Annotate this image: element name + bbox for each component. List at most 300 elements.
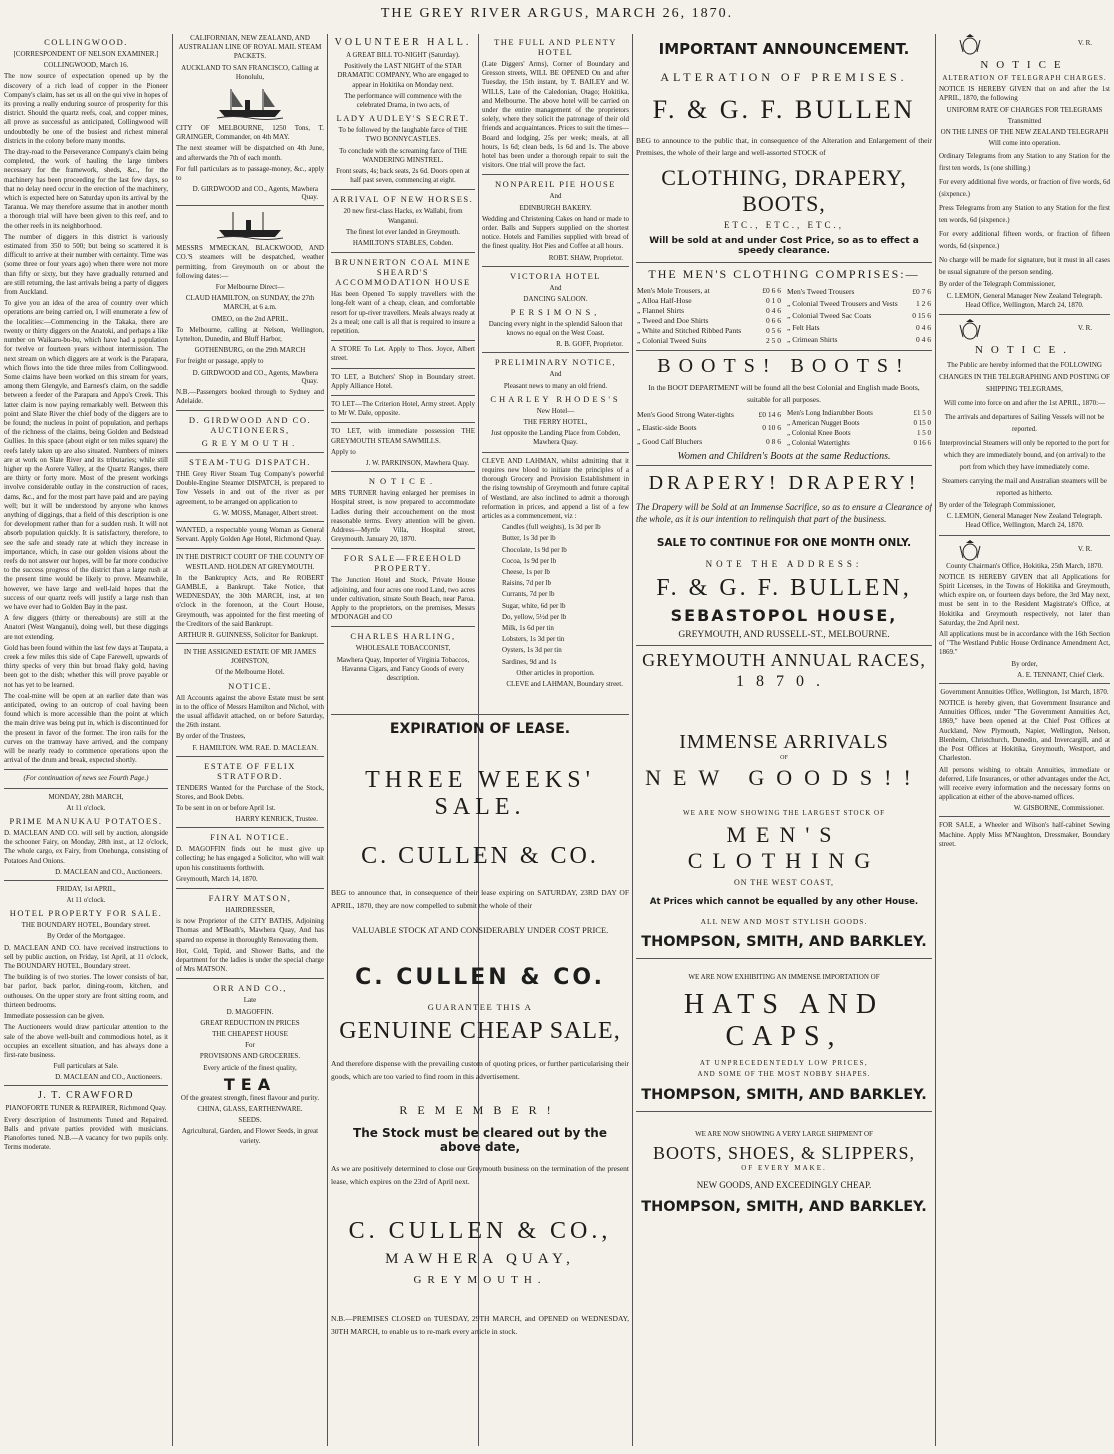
price-row — [786, 438, 932, 448]
bullen-cost: Will be sold at and under Cost Price, so as to effect a speedy clearance. — [649, 236, 919, 257]
ad-title: ORR AND CO., — [213, 983, 287, 994]
price-row — [636, 422, 782, 435]
lease-firm: C. CULLEN & CO. — [361, 843, 599, 869]
notice-body: All applications must be in accordance with the 16th Section of "The Westland Public House Ordinance Amendment Act, 1869." — [939, 630, 1110, 657]
price-item: Oysters, 1s 3d per tin — [502, 646, 562, 655]
column-1 — [4, 34, 168, 1450]
notice-order: By order of the Telegraph Commissioner, — [939, 501, 1056, 510]
bullen-headline: IMPORTANT ANNOUNCEMENT. — [658, 40, 910, 58]
ad-body: D. MACLEAN AND CO. have received instructions to sell by public auction, on Friday, 1st April, at 11 o'clock, The BOUNDARY HOTEL, Boundary street. — [4, 943, 168, 971]
ad-body: CLEVE AND LAHMAN, whilst admitting that it requires new blood to initiate the principles of a thorough Grocery and Provision Establishment in the rising township of Greymouth and future capital of Westland, are also inclined to admit a thorough reformation in prices, and append a list of a few articles as a commencement, viz : — [482, 456, 629, 520]
all-new: ALL NEW AND MOST STYLISH GOODS. — [700, 917, 868, 927]
tsb-banner: THOMPSON, SMITH, AND BARKLEY. — [641, 934, 927, 951]
ad-subtitle: GREYMOUTH. — [201, 438, 299, 449]
article-dateline: COLLINGWOOD, March 16. — [43, 61, 129, 70]
price-label: „ Colonial Knee Boots — [787, 429, 851, 438]
price-label: „ American Nugget Boots — [787, 419, 860, 428]
column-rule — [327, 34, 328, 1446]
new-goods: NEW GOODS!! — [645, 764, 923, 790]
price-row — [636, 435, 782, 448]
ad-title: VOLUNTEER HALL. — [334, 37, 472, 48]
ad-signature: D. MACLEAN and CO., Auctioneers. — [55, 1073, 162, 1082]
ad-body: is now Proprietor of the CITY BATHS, Adjoining Thomas and M'Beath's, Mawhera Quay, And has spared no expense in thoroughly Renovating them. — [176, 917, 324, 944]
note-address: NOTE THE ADDRESS: — [705, 559, 863, 570]
ad-line: For — [245, 1041, 255, 1050]
ad-body: Immediate possession can be given. — [4, 1012, 105, 1021]
price-row — [786, 298, 932, 310]
notice-line: UNIFORM RATE OF CHARGES FOR TELEGRAMS — [946, 105, 1103, 114]
sebastopol-house: SEBASTOPOL HOUSE, — [670, 606, 898, 626]
notice-body: NOTICE IS HEREBY GIVEN that all Applications for Spirit Licenses, in the Towns of Hokitika and Greymouth, which expire on, or fourteen days before, the 3rd May next, must be sent in to the Resident Magistrate's Office, at Hokitika and Greymouth respectively, not later than Saturday, the 2nd April next. — [939, 572, 1110, 627]
price-label: „ Colonial Tweed Suits — [637, 336, 707, 346]
ad-subtitle: THE BOUNDARY HOTEL, Boundary street. — [21, 921, 151, 930]
mens-clothing: MEN'S CLOTHING — [687, 822, 881, 874]
notice-signature: A. E. TENNANT, Chief Clerk. — [1017, 670, 1104, 679]
notice-heading: County Chairman's Office, Hokitika, 25th March, 1870. — [946, 561, 1103, 570]
notice-signature: W. GISBORNE, Commissioner. — [1013, 804, 1104, 813]
races-year: 1870. — [736, 672, 832, 690]
article-paragraph: The number of diggers in this district is variously estimated from 350 to 500; but being so scattered it is difficult to arrive at their number with certainty. Time was (some three or four years ago) when there were not more than fifty or sixty, but they have gradually returned and are still returning, the last arrivals being a party of diggers from Auckland. — [4, 232, 168, 297]
price-value: 0 4 6 — [766, 306, 781, 316]
ad-line: Late — [243, 996, 257, 1005]
ad-play: LADY AUDLEY'S SECRET. — [336, 113, 470, 124]
ad-body: All Accounts against the above Estate must be sent in to the office of Messrs Hamilton and Nichol, with the usual affidavit attached, on or before Saturday, the 26th instant. — [176, 693, 324, 730]
ad-body: MRS TURNER having enlarged her premises in Hospital street, is now prepared to accommodate Ladies during their accouchement on the most reasonable terms. Every attention will be given. Address—Myrtle Villa, Hospital street, Greymouth. January 20, 1870. — [331, 489, 475, 544]
price-row — [786, 310, 932, 322]
ad-order: By order of the Trustees, — [176, 732, 246, 741]
price-row — [786, 334, 932, 346]
ad-body: Has been Opened To supply travellers with the long-felt want of a cheap, clean, and comfortable resort for up-river travellers. Meals always ready at 2s a meal; one call is all that is required to insure a repetition. — [331, 290, 475, 336]
ad-route: AUCKLAND TO SAN FRANCISCO, Calling at Honolulu, — [181, 63, 319, 81]
ad-body: 20 new first-class Hacks, ex Wallabi, from Wanganui. — [343, 207, 463, 225]
price-item: Raisins, 7d per lb — [502, 579, 551, 588]
boots-body: In the BOOT DEPARTMENT will be found all the best Colonial and English made Boots, suitable for all purposes. — [648, 383, 920, 405]
ad-body: TO LET, a Butchers' Shop in Boundary street. Apply Alliance Hotel. — [331, 372, 475, 390]
vr-label: V. R. — [1077, 39, 1092, 48]
price-item: Currants, 7d per lb — [502, 590, 555, 599]
column-rule — [632, 34, 633, 1446]
price-value: 0 4 6 — [916, 323, 931, 333]
of-label: OF — [780, 754, 788, 761]
ad-title: STEAM-TUG DISPATCH. — [189, 457, 311, 468]
prices-line: At Prices which cannot be equalled by any other House. — [649, 897, 919, 908]
ad-line: PROVISIONS AND GROCERIES. — [199, 1052, 301, 1061]
ad-body: Full particulars at Sale. — [53, 1062, 119, 1071]
lease-genuine: GENUINE CHEAP SALE, — [339, 1018, 621, 1045]
ad-signature: R. B. GOFF, Proprietor. — [556, 340, 623, 349]
boots-price-list — [636, 408, 932, 448]
boots-heading: BOOTS! BOOTS! — [657, 355, 911, 378]
ad-signature: HAMILTON'S STABLES, Cobden. — [352, 239, 454, 248]
price-item: Cocoa, 1s 9d per lb — [502, 556, 557, 565]
exhibiting-line: WE ARE NOW EXHIBITING AN IMMENSE IMPORTATION OF — [688, 973, 880, 982]
bullen-clothing: CLOTHING, DRAPERY, BOOTS, — [661, 165, 907, 216]
price-table-right — [786, 286, 932, 346]
article-paragraph: The coal-mine will be open at an earlier date than was anticipated, owing to an outcrop of coal having been found which is more accessible than the point at which the main drive was being put in, which is discontinued for the present in favor of the former. The iron rails for the curves on the tramway have arrived, and the company will be nearly ready to commence operations upon the arrival of the drum and break, expected shortly. — [4, 691, 168, 765]
notice-body: Steamers carrying the mail and Australian steamers will be reported as hitherto. — [942, 477, 1107, 498]
notice-body: For every additional fifteen words, or fraction of fifteen words, 6d (sixpence.) — [939, 230, 1110, 251]
article-byline: [CORRESPONDENT OF NELSON EXAMINER.] — [13, 50, 159, 58]
price-label: „ Felt Hats — [787, 323, 820, 333]
article-paragraph: Gold has been found within the last few days at Taupata, a creek a few miles this side of Cape Farewell, upwards of thirty specks of very thin but broad flaky gold, having been got to the dish; whether this will prove payable or not has yet to be learned. — [4, 643, 168, 689]
ad-body: Pleasant news to many an old friend. — [503, 381, 608, 390]
ad-line: Agricultural, Garden, and Flower Seeds, in great variety. — [181, 1127, 319, 1145]
column-4 — [482, 34, 629, 712]
lease-town: GREYMOUTH. — [413, 1274, 547, 1287]
ad-line: Other articles in proportion. — [516, 668, 595, 677]
price-label: „ Alloa Half-Hose — [637, 296, 692, 306]
lease-body: BEG to announce that, in consequence of their lease expiring on SATURDAY, 23RD DAY OF APRIL, 1870, they are now compelled to submit the whole of their — [331, 888, 629, 910]
ad-line: OMEO, on the 2nd APRIL. — [211, 314, 289, 323]
ad-title: D. GIRDWOOD AND CO. AUCTIONEERS, — [188, 415, 312, 436]
price-value: £0 7 6 — [912, 287, 931, 297]
ad-time: At 11 o'clock. — [66, 803, 106, 812]
ad-date: Greymouth, March 14, 1870. — [176, 874, 258, 883]
ad-subtitle: Of the Melbourne Hotel. — [215, 668, 285, 677]
price-row — [636, 296, 782, 306]
ad-line: New Hotel— — [536, 406, 575, 415]
price-value: 0 16 6 — [913, 439, 931, 448]
ad-signature: ARTHUR R. GUINNESS, Solicitor for Bankrupt. — [178, 630, 318, 639]
notice-line: Will come into operation. — [988, 139, 1061, 148]
ad-signature: ROBT. SHAW, Proprietor. — [548, 253, 623, 262]
notice-body: Interprovincial Steamers will only be reported to the port for which they are immediately bound, and (on arrival) to the port from which they have immediately come. — [939, 439, 1110, 472]
lease-valuable: VALUABLE STOCK AT AND CONSIDERABLY UNDER COST PRICE. — [351, 925, 609, 935]
notice-body: No charge will be made for signature, but it must in all cases be usual signature of the person sending. — [939, 256, 1110, 277]
article-paragraph: The dray-road to the Perseverance Company's claim being completed, the work of hauling the large timbers necessary for the framework, sheds, &c., for the machinery has been proceeding for the last few days, so that no delay need occur in the erection of the machinery, which is expected here on Saturday upon its arrival by the Taranua. We may therefore assume that in another month a thorough trial will have been given to this reef, and to the other reefs in its neighborhood. — [4, 148, 168, 230]
ad-line: And — [549, 370, 562, 379]
lease-firm2: C. CULLEN & CO. — [355, 965, 605, 991]
lease-headline: THREE WEEKS' SALE. — [365, 767, 595, 820]
vr-crest-row — [939, 34, 1110, 56]
ad-line: And — [549, 192, 562, 201]
price-item: Candles (full weights), 1s 3d per lb — [502, 523, 601, 532]
royal-crest-icon — [957, 34, 983, 56]
women-boots: Women and Children's Boots at the same Reductions. — [677, 451, 891, 463]
nobby-shapes: AND SOME OF THE MOST NOBBY SHAPES. — [697, 1069, 871, 1078]
lease-body2: And therefore dispense with the prevailing custom of quoting prices, or further particularising their goods, which are too varied to find room in this advertisement. — [331, 1059, 629, 1082]
article-paragraph: A few diggers (thirty or thereabouts) are still at the Anatori (West Wanganui), doing well, but these diggings are not extending. — [4, 614, 168, 641]
ad-line: GREAT REDUCTION IN PRICES — [200, 1018, 300, 1027]
bullen-firm2: F. & G. F. BULLEN, — [656, 575, 912, 602]
notice-subtitle: ALTERATION OF TELEGRAPH CHARGES. — [942, 74, 1107, 82]
ad-body: To conclude with the screaming farce of THE WANDERING MINSTREL. — [339, 146, 467, 164]
royal-crest-icon — [957, 319, 983, 341]
price-label: Men's Long Indiarubber Boots — [787, 409, 873, 418]
ad-line: Apply to — [331, 447, 356, 456]
lease-cleared: The Stock must be cleared out by the above date, — [353, 1126, 607, 1155]
notice-line: Transmitted — [1007, 116, 1042, 125]
ad-body: (Late Diggers' Arms), Corner of Boundary and Gresson streets, WILL BE OPENED On and after Tuesday, the 15th instant, by T. BAILEY and W. WILLS, Late of the Caledonian, Otago; Hokitika, and Melbourne. The above hotel will be carried on under the entire management of the proprietors solely, where they solicit the patronage of their old friends and acquaintances. Prices to suit the times—Board and lodging, 25s per week; meals, at all hours, 1s 6d; clean beds, 1s 6d and 1s. The above hotel has been under a thorough repair to suit the visitors. One trial will prove the fact. — [482, 60, 629, 170]
masthead: THE GREY RIVER ARGUS, MARCH 26, 1870. — [380, 6, 734, 21]
ad-title: ESTATE OF FELIX STRATFORD. — [204, 760, 296, 781]
notice-order: By order, — [1011, 659, 1038, 668]
price-row — [636, 316, 782, 326]
column-3 — [331, 34, 475, 712]
ad-title: ARRIVAL OF NEW HORSES. — [332, 194, 474, 205]
tsb-banner: THOMPSON, SMITH, AND BARKLEY. — [641, 1087, 927, 1104]
vr-crest-row — [939, 319, 1110, 341]
ad-body: Just opposite the Landing Place from Cobden, Mawhera Quay. — [490, 429, 621, 447]
price-label: Men's Good Strong Water-tights — [637, 409, 734, 419]
ad-signature: HARRY KENRICK, Trustee. — [235, 815, 318, 824]
ad-body: Mawhera Quay, Importer of Virginia Tobaccos, Havanna Cigars, and Fancy Goods of every description. — [336, 655, 470, 682]
lease-nb: N.B.—PREMISES CLOSED on TUESDAY, 29TH MARCH, and OPENED on WEDNESDAY, 30TH MARCH, to enable us to re-mark every article in stock. — [331, 1314, 629, 1337]
ad-signature: J. W. PARKINSON, Mawhera Quay. — [365, 459, 469, 468]
ad-line: Every article of the finest quality, — [203, 1063, 297, 1072]
lease-ad — [331, 714, 629, 1450]
lease-body3: As we are positively determined to close our Greymouth business on the termination of the present lease, which expires on the 23rd of April next. — [331, 1164, 629, 1187]
ad-title: IN THE ASSIGNED ESTATE OF MR JAMES JOHNSTON, — [183, 647, 317, 666]
ad-subtitle: HAIRDRESSER, — [225, 905, 275, 914]
price-value: 0 10 6 — [762, 423, 781, 433]
price-value: 0 5 6 — [766, 326, 781, 336]
price-label: Men's Mole Trousers, at — [637, 286, 710, 296]
hats-caps: HATS AND CAPS, — [683, 988, 885, 1052]
ad-title: NONPAREIL PIE HOUSE — [495, 179, 616, 190]
bullen-firm: F. & G. F. BULLEN — [652, 95, 916, 124]
ad-title: FOR SALE—FREEHOLD PROPERTY. — [343, 553, 463, 574]
mens-price-list — [636, 286, 932, 346]
price-label: Men's Tweed Trousers — [787, 287, 855, 297]
column-rule — [172, 34, 173, 1446]
price-item: Chocolate, 1s 9d per lb — [502, 545, 567, 554]
ad-signature: F. HAMILTON. WM. RAE. D. MACLEAN. — [192, 743, 318, 752]
ad-body: The Junction Hotel and Stock, Private House adjoining, and four acres one rood Land, two acres under cultivation, situate South Beach, near Paroa. Apply to the proprietors, on the premises, Messrs M'DONAGH and CO — [331, 576, 475, 622]
price-value: 0 15 6 — [912, 311, 931, 321]
ad-title: FINAL NOTICE. — [210, 832, 290, 843]
notice-heading: Government Annuities Office, Wellington, 1st March, 1870. — [940, 687, 1109, 696]
ad-body: Front seats, 4s; back seats, 2s 6d. Doors open at half past seven, commencing at eight. — [336, 167, 470, 185]
ad-body: MESSRS M'MECKAN, BLACKWOOD, AND CO.'S steamers will be despatched, weather permitting, from Greymouth on or about the following dates:— — [176, 244, 324, 280]
ad-body: CITY OF MELBOURNE, 1250 Tons, T. GRAINGER, Commander, on 4th MAY. — [176, 124, 324, 142]
price-item: Do, yellow, 5½d per lb — [502, 612, 567, 621]
price-row — [636, 408, 782, 421]
vr-label: V. R. — [1077, 545, 1092, 554]
notice-body: NOTICE is hereby given, that Government Insurance and Annuities Offices, under "The Government Annuities Act, 1869," have been opened at the Chief Post Offices at Auckland, New Plymouth, Napier, Wellington, Nelson, Blenheim, Christchurch, Dunedin, and Invercargill, and at the Post Offices at Hokitika, Greymouth, Westport, and Charleston. — [939, 699, 1110, 763]
price-label: „ White and Stitched Ribbed Pants — [637, 326, 742, 336]
price-row — [636, 286, 782, 296]
ad-title: THE FULL AND PLENTY HOTEL — [494, 37, 617, 57]
price-label: „ Good Calf Bluchers — [637, 436, 703, 446]
price-list — [482, 523, 629, 667]
ad-body: Positively the LAST NIGHT of the STAR DRAMATIC COMPANY, Who are engaged to appear in Hokitika on Monday next. — [337, 62, 469, 89]
ad-body: Hot, Cold, Tepid, and Shower Baths, and the department for the ladies is under the special charge of Mrs MATSON. — [176, 946, 324, 974]
immense-arrivals: IMMENSE ARRIVALS — [679, 730, 889, 753]
ad-line: D. MAGOFFIN. — [226, 1007, 274, 1016]
ad-body: D. MAGOFFIN finds out he must give up collecting; he has engaged a Solicitor, who will wait upon his constituents forthwith. — [176, 845, 324, 872]
bullen-alteration: ALTERATION OF PREMISES. — [660, 70, 908, 84]
drapery-heading: DRAPERY! DRAPERY! — [648, 472, 920, 495]
column-7 — [939, 34, 1110, 1450]
price-row — [786, 428, 932, 438]
ad-title: NOTICE. — [368, 476, 438, 487]
royal-crest-icon — [957, 540, 983, 562]
ad-title: CALIFORNIAN, NEW ZEALAND, AND AUSTRALIAN LINE OF ROYAL MAIL STEAM PACKETS. — [178, 34, 322, 61]
ad-body: In the Bankruptcy Acts, and Re ROBERT GAMBLE, a Bankrupt. Take Notice, that WEDNESDAY, the 30th MARCH, inst, at ten o'clock in the forenoon, at the Court House, Greymouth, was appointed for the first meeting of the Creditors of the said Bankrupt. — [176, 573, 324, 628]
drapery-body: The Drapery will be Sold at an Immense Sacrifice, so as to ensure a Clearance of the whole, as it is our intention to relinquish that part of the business. — [636, 502, 932, 525]
ad-line: CHINA, GLASS, EARTHENWARE. — [197, 1105, 303, 1114]
vr-crest-row — [939, 540, 1110, 562]
ad-body: Every description of Instruments Tuned and Repaired. Balls and private parties provided with musicians. Pianofortes tuned. N.B.—A vacancy for two pupils only. Terms moderate. — [4, 1115, 168, 1152]
notice-order: By order of the Telegraph Commissioner, — [939, 280, 1056, 289]
price-value: 2 5 0 — [766, 336, 781, 346]
price-value: 0 4 6 — [916, 335, 931, 345]
price-item: Butter, 1s 3d per lb — [502, 534, 556, 543]
continuation-note: (For continuation of news see Fourth Page.) — [23, 774, 149, 783]
notice-body: Press Telegrams from any Station to any Station for the first ten words, 6d (sixpence.) — [939, 204, 1110, 225]
showing-line: WE ARE NOW SHOWING THE LARGEST STOCK OF — [682, 808, 885, 817]
steamship-icon — [215, 86, 285, 120]
ad-subtitle: DANCING SALOON. — [523, 294, 588, 303]
ad-note: N.B.—Passengers booked through to Sydney and Adelaide. — [176, 387, 324, 405]
ad-title: PRELIMINARY NOTICE, — [494, 357, 617, 368]
price-item: Lobsters, 1s 3d per tin — [502, 635, 565, 644]
ad-line: GOTHENBURG, on the 29th MARCH — [194, 346, 306, 355]
price-table-right — [786, 408, 932, 448]
ad-name: PERSIMONS, — [510, 307, 601, 318]
races-heading: GREYMOUTH ANNUAL RACES, — [642, 649, 926, 670]
ad-notice: NOTICE. — [228, 680, 272, 691]
unprecedented: AT UNPRECEDENTEDLY LOW PRICES, — [699, 1058, 869, 1067]
ad-line: CLAUD HAMILTON, on SUNDAY, the 27th MARCH, at 6 a.m. — [185, 294, 315, 312]
price-value: 0 1 0 — [766, 296, 781, 306]
ad-signature: CLEVE and LAHMAN, Boundary street. — [506, 679, 623, 688]
price-row — [636, 306, 782, 316]
column-rule — [935, 34, 936, 1446]
tsb-banner: THOMPSON, SMITH, AND BARKLEY. — [641, 1198, 927, 1215]
lease-title: EXPIRATION OF LEASE. — [389, 721, 571, 737]
ad-signature: D. GIRDWOOD and CO., Agents, Mawhera Quay. — [192, 185, 318, 202]
ad-line: For freight or passage, apply to — [176, 357, 264, 366]
ad-order: By Order of the Mortgagee. — [47, 932, 125, 941]
ad-body: A STORE To Let. Apply to Thos. Joyce, Albert street. — [331, 345, 475, 363]
ad-line: And — [549, 283, 562, 292]
price-value: 1 5 0 — [917, 429, 931, 438]
tea-heading: TEA — [223, 1074, 277, 1094]
notice-body: NOTICE IS HEREBY GIVEN that on and after the 1st APRIL, 1870, the following — [939, 85, 1110, 103]
column-6 — [636, 34, 932, 1450]
ad-title: VICTORIA HOTEL — [510, 270, 601, 281]
steamship-icon — [215, 210, 285, 240]
vr-label: V. R. — [1077, 324, 1092, 333]
price-label: „ Tweed and Doe Shirts — [637, 316, 709, 326]
ad-title: CHARLES HARLING, — [350, 631, 456, 642]
price-item: Sugar, white, 6d per lb — [502, 601, 566, 610]
ad-signature: G. W. MOSS, Manager, Albert street. — [213, 508, 318, 517]
ad-body: The building is of two stories. The lower consists of bar, bar parlor, back parlor, dining-room, kitchen, and outhouses. On the upper story are front sitting room, and thirteen bedrooms. — [4, 973, 168, 1009]
price-table-left — [636, 286, 782, 346]
notice-body: The arrivals and departures of Sailing Vessels will not be reported. — [944, 413, 1105, 434]
notice-body: For every additional five words, or fraction of five words, 6d (sixpence.) — [939, 178, 1110, 199]
price-value: 0 8 6 — [766, 436, 781, 446]
ad-body: The finest lot ever landed in Greymouth. — [345, 227, 461, 236]
cheap-line: NEW GOODS, AND EXCEEDINGLY CHEAP. — [696, 1180, 872, 1191]
article-paragraph: The now source of expectation opened up by the discovery of a rich lead of copper in the Pioneer Company's claim, has set us all on the qui vive in hopes of its proving a really enduring source of prosperity for this district. Should the quartz reefs, coal, and copper mines, all prove as successful as anticipated, Collingwood will undoubtedly be one of the busiest and richest mineral districts in the colony before many months. — [4, 72, 168, 145]
ad-line: To Melbourne, calling at Nelson, Wellington, Lyttelton, Dunedin, and Bluff Harbor, — [176, 325, 324, 344]
ad-body: D. MACLEAN AND CO. will sell by auction, alongside the schooner Fairy, on Monday, 28th inst., at 12 o'clock, The whole cargo, ex Fairy, from Onehunga, consisting of Potatoes And Onions. — [4, 829, 168, 865]
ad-date: FRIDAY, 1st APRIL, — [56, 884, 116, 893]
notice-body: FOR SALE, a Wheeler and Wilson's half-cabinet Sewing Machine. Apply Miss M'Naughton, Dressmaker, Boundary street. — [939, 821, 1110, 848]
ad-title: FAIRY MATSON, — [208, 892, 292, 903]
ad-subtitle: A GREAT BILL TO-NIGHT (Saturday). — [346, 51, 460, 59]
ad-date: MONDAY, 28th MARCH, — [48, 792, 124, 801]
notice-signature: C. LEMON, General Manager New Zealand Telegraph. Head Office, Wellington, March 24, 1870. — [946, 512, 1103, 530]
notice-signature: C. LEMON, General Manager New Zealand Telegraph. Head Office, Wellington, March 24, 1870. — [946, 291, 1103, 309]
ad-body: To be followed by the laughable farce of THE TWO BONNYCASTLES. — [338, 126, 468, 144]
ad-line: SEEDS. — [238, 1116, 262, 1125]
ad-body: WANTED, a respectable young Woman as General Servant. Apply Golden Age Hotel, Richmond Quay. — [176, 525, 324, 544]
ad-signature: D. MACLEAN and CO., Auctioneers. — [55, 867, 162, 876]
ad-subtitle: WHOLESALE TOBACCONIST, — [355, 644, 451, 653]
price-label: „ Flannel Shirts — [637, 306, 685, 316]
lease-quay: MAWHERA QUAY, — [385, 1251, 575, 1268]
notice-body: Ordinary Telegrams from any Station to any Station for the first ten words, 1s (one shilling.) — [939, 152, 1110, 173]
ad-subtitle: EDINBURGH BAKERY. — [519, 203, 592, 212]
ad-title: PRIME MANUKAU POTATOES. — [9, 816, 163, 827]
notice-body: All persons wishing to obtain Annuities, immediate or deferred, Life Insurances, or other advantages under the Act, will receive every information and the necessary forms on application at either of the above-named offices. — [939, 765, 1110, 802]
ad-signature: D. GIRDWOOD and CO., Agents, Mawhera Quay. — [192, 368, 318, 385]
notice-title: NOTICE. — [974, 344, 1075, 357]
ad-title: J. T. CRAWFORD — [38, 1090, 134, 1102]
price-row — [786, 418, 932, 428]
ad-body: To be sent in on or before April 1st. — [176, 803, 276, 812]
ad-body: TO LET, with immediate possession THE GREYMOUTH STEAM SAWMILLS. — [331, 427, 475, 445]
price-value: 0 6 6 — [766, 316, 781, 326]
price-label: „ Colonial Tweed Sac Coats — [787, 311, 872, 321]
price-item: Cheese, 1s per lb — [502, 567, 550, 576]
notice-title: NOTICE — [980, 59, 1069, 71]
ad-body: TO LET—The Criterion Hotel, Army street. Apply to Mr W. Dale, opposite. — [331, 400, 475, 418]
notice-body: The Public are hereby informed that the FOLLOWING CHANGES IN THE TELEGRAPHING AND POSTING OF SHIPPING TELEGRAMS, — [939, 361, 1110, 394]
notice-body: Will come into force on and after the 1st APRIL, 1870:— — [943, 399, 1106, 408]
ad-subtitle: PIANOFORTE TUNER & REPAIRER, Richmond Quay. — [5, 1104, 167, 1113]
bullen-address: GREYMOUTH, AND RUSSELL-ST., MELBOURNE. — [678, 630, 890, 641]
price-row — [786, 286, 932, 298]
mens-heading: THE MEN'S CLOTHING COMPRISES:— — [648, 267, 920, 282]
ad-body: For full particulars as to passage-money, &c., apply to — [176, 164, 324, 183]
every-make: OF EVERY MAKE. — [741, 1164, 827, 1173]
ad-name: CHARLEY RHODES'S — [490, 393, 621, 404]
lease-firm3: C. CULLEN & CO., — [348, 1218, 612, 1245]
ad-line: Of the greatest strength, finest flavour and purity. — [180, 1093, 320, 1102]
ad-body: TENDERS Wanted for the Purchase of the Stock, Stores, and Book Debts. — [176, 783, 324, 801]
ad-body: The performance will commence with the celebrated Drama, in two acts, of — [344, 91, 462, 110]
price-item: Sardines, 9d and 1s — [502, 657, 557, 666]
sale-line: SALE TO CONTINUE FOR ONE MONTH ONLY. — [656, 537, 912, 550]
column-2 — [176, 34, 324, 1450]
price-value: £1 5 0 — [913, 409, 931, 418]
price-label: „ Crimean Shirts — [787, 335, 838, 345]
price-label: „ Colonial Watertights — [787, 439, 850, 448]
ad-title: HOTEL PROPERTY FOR SALE. — [9, 908, 163, 919]
ad-line: THE CHEAPEST HOUSE — [212, 1030, 288, 1038]
article-title: COLLINGWOOD. — [44, 37, 128, 47]
price-row — [786, 408, 932, 418]
price-row — [636, 336, 782, 346]
ad-title: IN THE DISTRICT COURT OF THE COUNTY OF WESTLAND. HOLDEN AT GREYMOUTH. — [176, 553, 324, 571]
price-label: „ Elastic-side Boots — [637, 423, 697, 433]
price-value: £0 6 6 — [762, 286, 781, 296]
shipment-line: WE ARE NOW SHOWING A VERY LARGE SHIPMENT OF — [695, 1130, 873, 1139]
ad-body: Wedding and Christening Cakes on hand or made to order. Balls and Suppers supplied on the shortest notice. Hotels and Families supplied with bread of the finest quality. Hot Pies and Coffee at all hours. — [482, 214, 629, 251]
ad-title: BRUNNERTON COAL MINE SHEARD'S ACCOMMODATION HOUSE — [334, 257, 472, 288]
ad-line: THE FERRY HOTEL, — [523, 418, 588, 427]
price-item: Milk, 1s 6d per tin — [502, 623, 554, 632]
ad-body: The next steamer will be dispatched on 4th June, and afterwards the 7th of each month. — [176, 144, 324, 162]
ad-body: The Auctioneers would draw particular attention to the sale of the above well-built and commodious hotel, as it occupies an excellent situation, and has always done a first-rate business. — [4, 1023, 168, 1059]
bullen-body: BEG to announce to the public that, in consequence of the Alteration and Enlargement of their Premises, the whole of their large and well-assorted STOCK of — [636, 136, 932, 157]
